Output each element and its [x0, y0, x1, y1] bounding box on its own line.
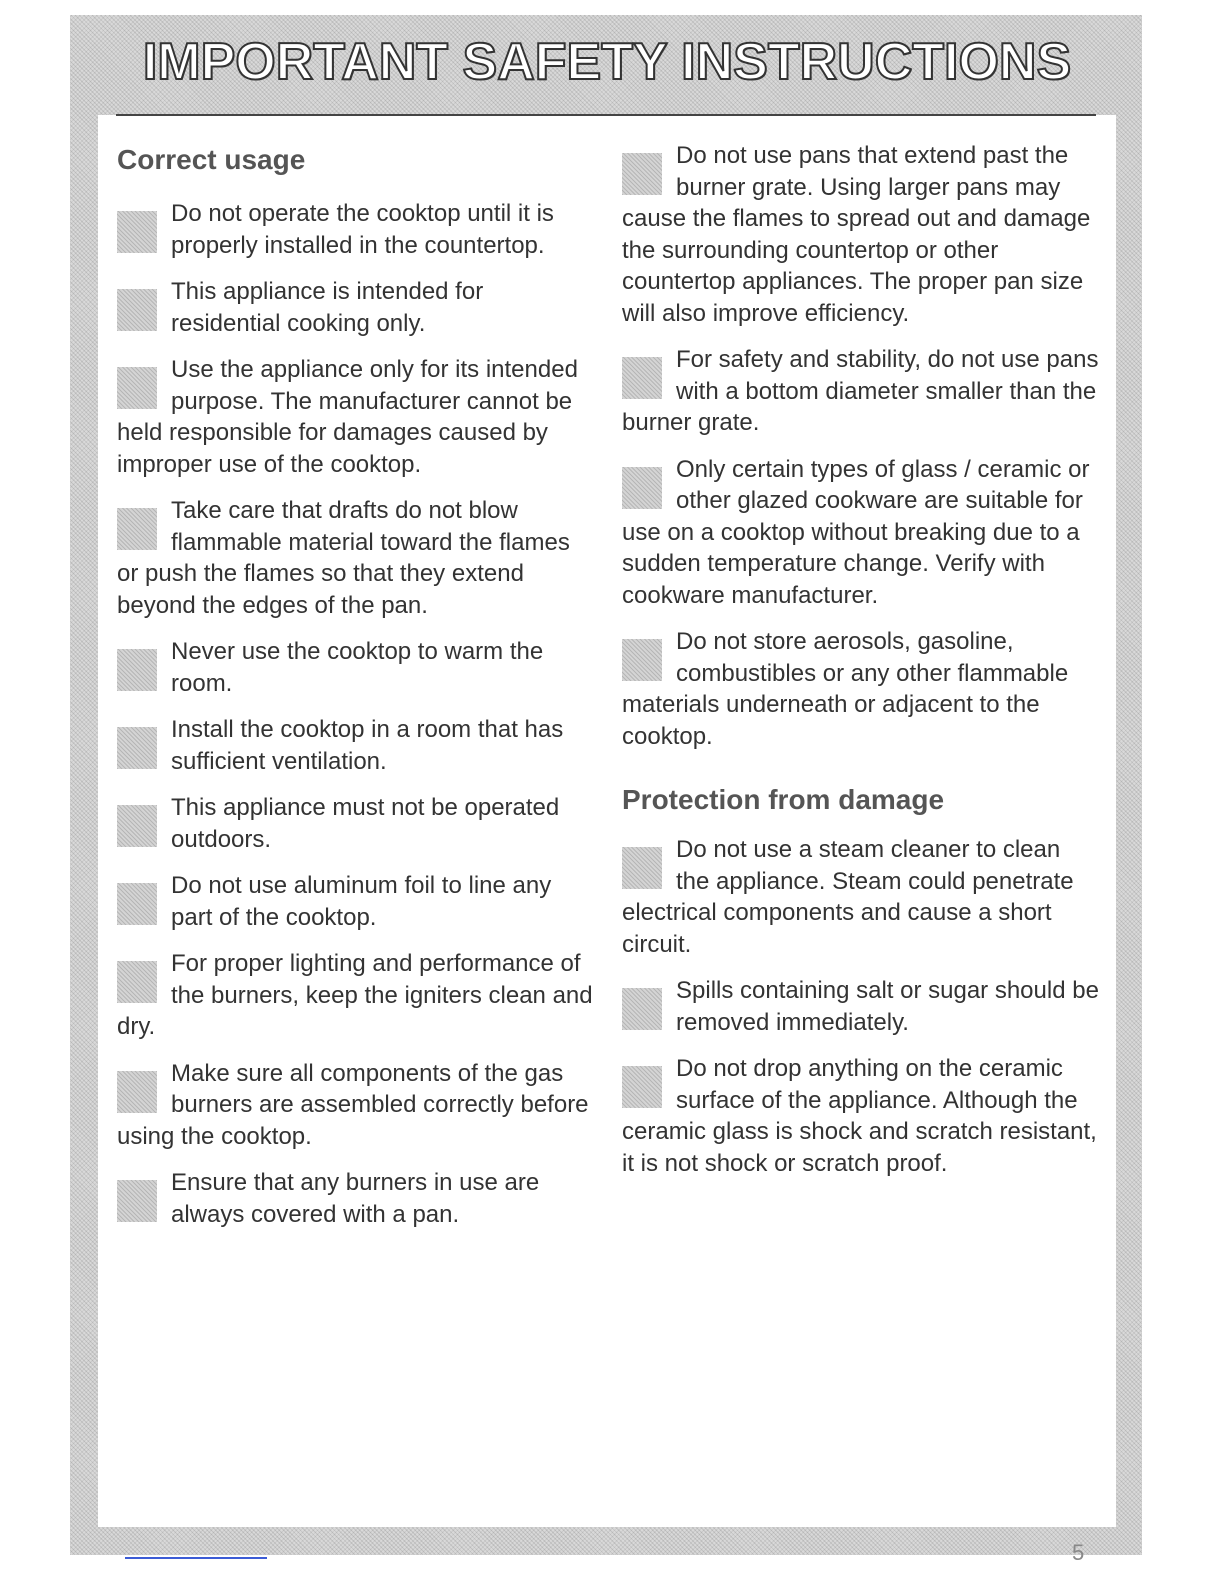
- bullet-icon: [117, 1180, 157, 1222]
- list-item: [117, 198, 597, 261]
- item-text: Make sure all components of the gas burners are assembled correctly before using the cooktop.: [117, 1059, 589, 1150]
- bullet-icon: [622, 153, 662, 195]
- bullet-icon: [117, 289, 157, 331]
- bullet-icon: [622, 357, 662, 399]
- item-text: Spills containing salt or sugar should be removed immediately.: [676, 977, 1099, 1036]
- list-item: [117, 792, 597, 855]
- bullet-icon: [622, 1066, 662, 1108]
- item-text: Take care that drafts do not blow flammable material toward the flames or push the flames so that they extend beyond the edges of the pan.: [117, 497, 570, 619]
- item-text: Only certain types of glass / ceramic or other glazed cookware are suitable for use on a cooktop without breaking due to a sudden temperature change. Verify with cookware manufacturer.: [622, 455, 1090, 609]
- section-heading-protection: Protection from damage: [622, 784, 945, 815]
- bullet-icon: [117, 883, 157, 925]
- item-text: Do not use pans that extend past the burner grate. Using larger pans may cause the flames to spread out and damage the surrounding countertop or other countertop appliances. The proper pan size will also improve efficiency.: [622, 142, 1091, 327]
- footer-underline: [125, 1557, 267, 1559]
- list-item: [117, 636, 597, 699]
- item-text: Ensure that any burners in use are always covered with a pan.: [171, 1169, 540, 1228]
- bullet-icon: [117, 727, 157, 769]
- list-item: [117, 1058, 597, 1153]
- bullet-icon: [117, 1071, 157, 1113]
- bullet-icon: [622, 467, 662, 509]
- item-text: This appliance is intended for residential cooking only.: [171, 278, 484, 337]
- item-text: Do not drop anything on the ceramic surface of the appliance. Although the ceramic glass is shock and scratch resistant, it is not shock or scratch proof.: [622, 1055, 1097, 1177]
- bullet-icon: [117, 211, 157, 253]
- page-number: 5: [1072, 1540, 1085, 1565]
- page-title: IMPORTANT SAFETY INSTRUCTIONS: [142, 33, 1072, 91]
- title-divider: [116, 114, 1096, 116]
- bullet-icon: [622, 988, 662, 1030]
- section-heading-correct-usage: Correct usage: [117, 144, 306, 175]
- bullet-icon: [117, 508, 157, 550]
- list-item: [117, 948, 597, 1043]
- item-text: Use the appliance only for its intended purpose. The manufacturer cannot be held responsible for damages caused by improper use of the cooktop.: [117, 356, 578, 478]
- bullet-icon: [117, 961, 157, 1003]
- list-item: [117, 276, 597, 339]
- list-item: [622, 975, 1100, 1038]
- list-item: [622, 344, 1100, 439]
- left-column: [117, 140, 597, 1245]
- list-item: [117, 714, 597, 777]
- item-text: Do not use aluminum foil to line any part of the cooktop.: [171, 872, 552, 931]
- list-item: [622, 626, 1100, 752]
- item-text: Do not store aerosols, gasoline, combustibles or any other flammable materials underneath or adjacent to the cooktop.: [622, 628, 1069, 750]
- item-text: Never use the cooktop to warm the room.: [171, 638, 544, 697]
- list-item: [622, 1053, 1100, 1179]
- list-item: [117, 495, 597, 621]
- item-text: Do not use a steam cleaner to clean the appliance. Steam could penetrate electrical components and cause a short circuit.: [622, 836, 1074, 958]
- bullet-icon: [622, 847, 662, 889]
- item-text: For proper lighting and performance of the burners, keep the igniters clean and dry.: [117, 950, 593, 1040]
- list-item: [117, 870, 597, 933]
- list-item: [117, 354, 597, 480]
- bullet-icon: [117, 649, 157, 691]
- bullet-icon: [622, 639, 662, 681]
- item-text: For safety and stability, do not use pans with a bottom diameter smaller than the burner grate.: [622, 346, 1099, 436]
- item-text: Do not operate the cooktop until it is properly installed in the countertop.: [171, 200, 554, 259]
- list-item: [117, 1167, 597, 1230]
- list-item: [622, 454, 1100, 612]
- list-item: [622, 834, 1100, 960]
- item-text: This appliance must not be operated outdoors.: [171, 794, 560, 853]
- item-text: Install the cooktop in a room that has sufficient ventilation.: [171, 716, 564, 775]
- list-item: [622, 140, 1100, 329]
- bullet-icon: [117, 367, 157, 409]
- bullet-icon: [117, 805, 157, 847]
- right-column: [622, 140, 1100, 1194]
